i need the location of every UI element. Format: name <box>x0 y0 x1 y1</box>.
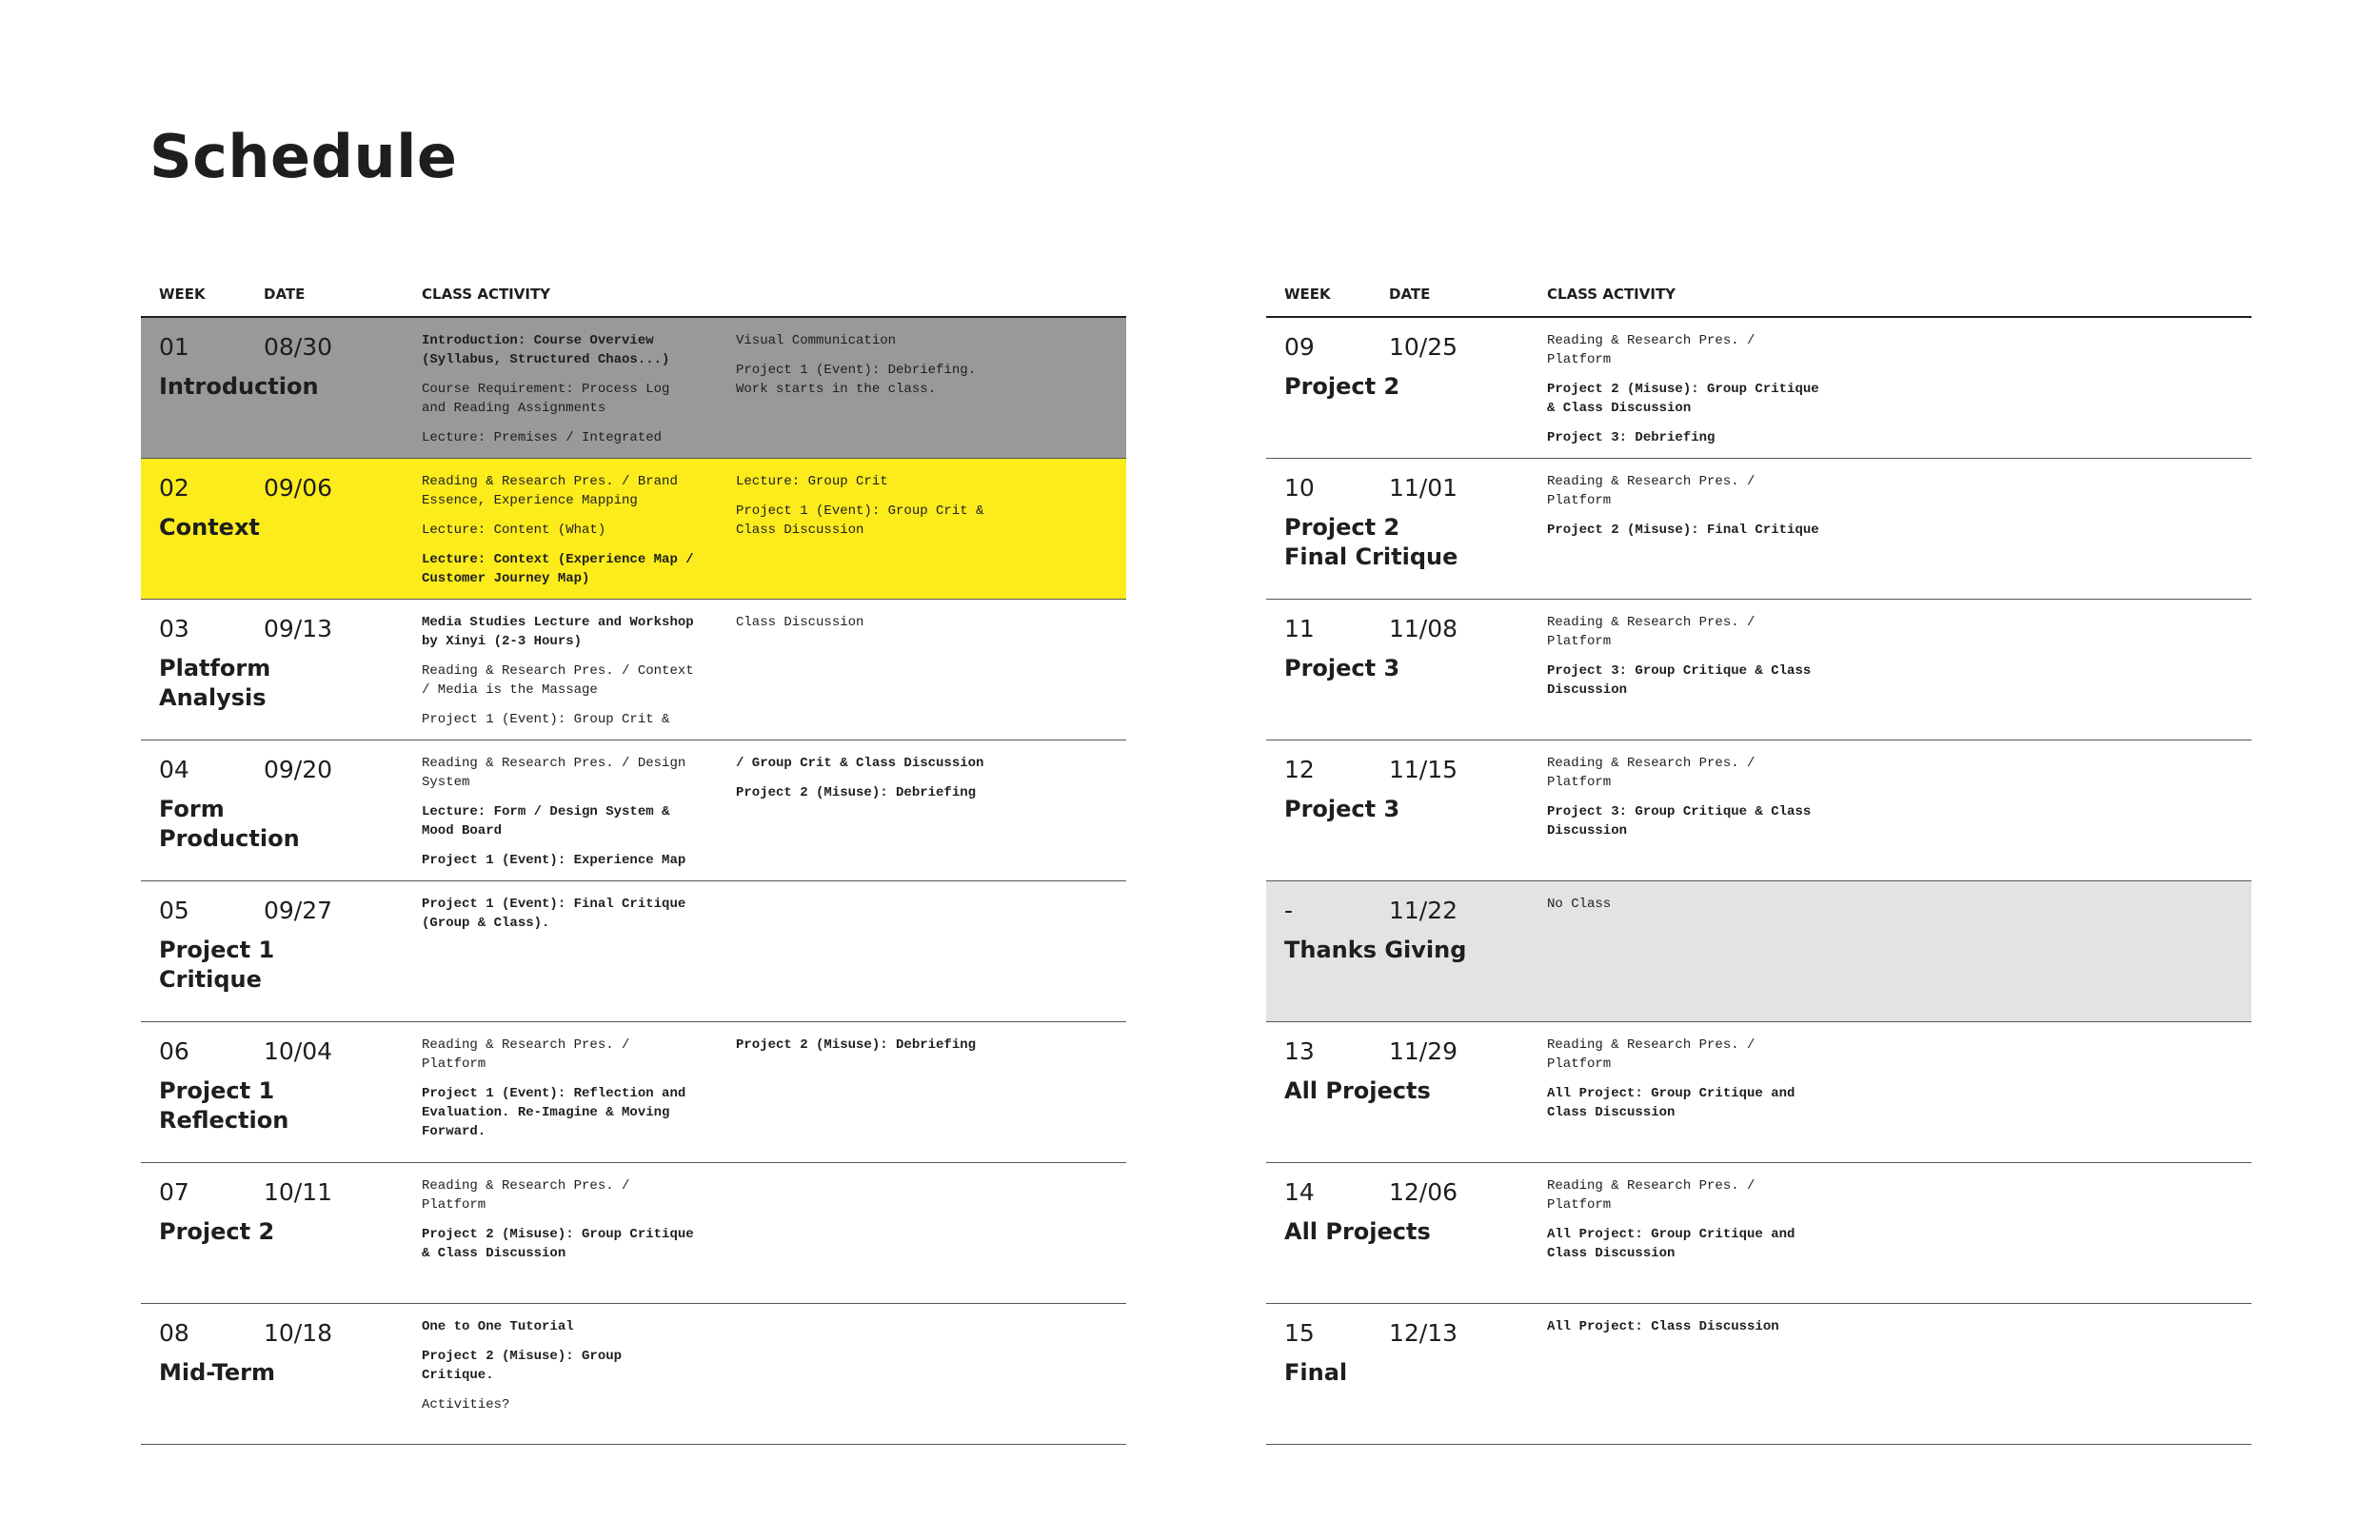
session-date: 10/04 <box>264 1037 333 1065</box>
activity-item: Reading & Research Pres. / Platform <box>1547 756 1755 790</box>
week-number: 01 <box>159 333 189 361</box>
activity-column-1 <box>1547 331 1837 453</box>
activity-item: Media Studies Lecture and Workshop by Xinyi (2-3 Hours) <box>422 615 694 649</box>
activity-item: / Group Crit & Class Discussion <box>736 756 984 771</box>
activity-item: Project 1 (Event): Group Crit & Class Discussion <box>736 503 984 538</box>
week-number: 14 <box>1284 1178 1315 1206</box>
table-row <box>1266 1304 2251 1445</box>
session-date: 11/29 <box>1389 1037 1458 1065</box>
session-topic: Project 3 <box>1284 655 1400 681</box>
week-number: 10 <box>1284 474 1315 502</box>
session-date: 08/30 <box>264 333 333 361</box>
table-header <box>141 276 1126 318</box>
activity-column-1 <box>1547 613 1837 710</box>
table-row <box>1266 740 2251 881</box>
activity-item: No Class <box>1547 897 1612 912</box>
activity-column-1 <box>422 754 712 876</box>
activity-item: Reading & Research Pres. / Design System <box>422 756 686 790</box>
activity-item: Project 3: Group Critique & Class Discussion <box>1547 663 1812 698</box>
activity-item: Project 2 (Misuse): Debriefing <box>736 785 977 800</box>
activity-item: Reading & Research Pres. / Context / Media is the Massage <box>422 663 694 698</box>
table-row <box>141 318 1126 459</box>
session-topic: Project 1 Reflection <box>159 1077 289 1134</box>
activity-item: Reading & Research Pres. / Platform <box>422 1037 630 1072</box>
table-row <box>1266 1163 2251 1304</box>
activity-item: Project 2 (Misuse): Group Critique. <box>422 1349 623 1383</box>
week-number: 11 <box>1284 615 1315 642</box>
activity-item: Project 1 (Event): Experience Map <box>422 853 686 868</box>
session-topic: All Projects <box>1284 1218 1431 1245</box>
session-date: 09/27 <box>264 897 333 924</box>
activity-column-1 <box>422 895 712 943</box>
activity-column-1 <box>1547 1036 1837 1133</box>
class-activity-column-header: CLASS ACTIVITY <box>422 286 551 303</box>
session-date: 10/11 <box>264 1178 333 1206</box>
table-row <box>141 1304 1126 1445</box>
activity-item: One to One Tutorial <box>422 1319 574 1334</box>
table-row <box>1266 1022 2251 1163</box>
table-row <box>141 1163 1126 1304</box>
activity-column-1 <box>422 613 712 735</box>
week-number: 05 <box>159 897 189 924</box>
activity-item: Lecture: Context (Experience Map / Customer Journey Map) <box>422 552 694 586</box>
week-number: - <box>1284 897 1294 924</box>
session-date: 09/20 <box>264 756 333 783</box>
table-row <box>141 740 1126 881</box>
table-row <box>141 459 1126 600</box>
activity-column-2 <box>736 472 1021 550</box>
week-number: 06 <box>159 1037 189 1065</box>
session-topic: Mid-Term <box>159 1359 276 1386</box>
activity-item: Course Requirement: Process Log and Reading Assignments <box>422 382 670 416</box>
activity-item: All Project: Group Critique and Class Discussion <box>1547 1227 1795 1261</box>
activity-item: All Project: Class Discussion <box>1547 1319 1779 1334</box>
session-topic: Final <box>1284 1359 1348 1386</box>
activity-column-1 <box>1547 754 1837 851</box>
activity-item: Reading & Research Pres. / Platform <box>1547 1037 1755 1072</box>
activity-column-2 <box>736 331 1021 409</box>
session-date: 10/18 <box>264 1319 333 1347</box>
activity-item: Activities? <box>422 1397 510 1412</box>
activity-item: Project 3: Group Critique & Class Discussion <box>1547 804 1812 839</box>
session-topic: Project 1 Critique <box>159 937 275 993</box>
week-number: 07 <box>159 1178 189 1206</box>
session-date: 09/13 <box>264 615 333 642</box>
activity-item: Reading & Research Pres. / Platform <box>1547 333 1755 367</box>
activity-item: Project 2 (Misuse): Group Critique & Class Discussion <box>1547 382 1819 416</box>
activity-item: Project 2 (Misuse): Group Critique & Class Discussion <box>422 1227 694 1261</box>
table-row <box>1266 318 2251 459</box>
activity-column-1 <box>422 331 712 453</box>
activity-column-1 <box>422 1036 712 1152</box>
date-column-header: DATE <box>264 286 306 303</box>
table-row <box>1266 459 2251 600</box>
table-row <box>141 881 1126 1022</box>
schedule-table-left <box>141 276 1126 1445</box>
session-date: 11/22 <box>1389 897 1458 924</box>
table-row <box>1266 600 2251 740</box>
session-topic: Context <box>159 514 260 541</box>
activity-column-1 <box>1547 1176 1837 1273</box>
session-topic: Form Production <box>159 796 300 852</box>
session-date: 12/06 <box>1389 1178 1458 1206</box>
activity-item: Lecture: Group Crit <box>736 474 888 489</box>
week-number: 04 <box>159 756 189 783</box>
activity-item: Project 1 (Event): Group Crit & <box>422 712 670 727</box>
week-number: 15 <box>1284 1319 1315 1347</box>
activity-item: Project 3: Debriefing <box>1547 430 1716 445</box>
activity-item: Lecture: Form / Design System & Mood Board <box>422 804 670 839</box>
week-number: 02 <box>159 474 189 502</box>
week-number: 08 <box>159 1319 189 1347</box>
week-column-header: WEEK <box>159 286 206 303</box>
session-date: 11/15 <box>1389 756 1458 783</box>
activity-column-2 <box>736 1036 1021 1065</box>
session-topic: Project 2 Final Critique <box>1284 514 1458 570</box>
session-date: 09/06 <box>264 474 333 502</box>
activity-column-1 <box>422 1176 712 1273</box>
activity-item: All Project: Group Critique and Class Discussion <box>1547 1086 1795 1120</box>
activity-item: Project 1 (Event): Debriefing. Work starts in the class. <box>736 363 977 397</box>
session-topic: Project 2 <box>1284 373 1400 400</box>
session-topic: Introduction <box>159 373 319 400</box>
activity-item: Reading & Research Pres. / Platform <box>1547 474 1755 508</box>
activity-column-1 <box>1547 472 1837 550</box>
table-row <box>1266 881 2251 1022</box>
session-topic: Thanks Giving <box>1284 937 1467 963</box>
activity-item: Visual Communication <box>736 333 897 348</box>
activity-column-1 <box>1547 895 1837 924</box>
activity-column-2 <box>736 754 1021 813</box>
class-activity-column-header: CLASS ACTIVITY <box>1547 286 1676 303</box>
session-topic: Project 2 <box>159 1218 275 1245</box>
activity-item: Project 1 (Event): Final Critique (Group & Class). <box>422 897 686 931</box>
table-header <box>1266 276 2251 318</box>
session-date: 11/01 <box>1389 474 1458 502</box>
activity-item: Reading & Research Pres. / Brand Essence, Experience Mapping <box>422 474 678 508</box>
page-title: Schedule <box>149 122 458 191</box>
activity-column-1 <box>422 472 712 594</box>
activity-column-2 <box>736 613 1021 642</box>
session-date: 11/08 <box>1389 615 1458 642</box>
activity-column-1 <box>422 1317 712 1425</box>
week-column-header: WEEK <box>1284 286 1331 303</box>
session-date: 12/13 <box>1389 1319 1458 1347</box>
week-number: 13 <box>1284 1037 1315 1065</box>
session-date: 10/25 <box>1389 333 1458 361</box>
date-column-header: DATE <box>1389 286 1431 303</box>
schedule-table-right <box>1266 276 2251 1445</box>
activity-item: Reading & Research Pres. / Platform <box>1547 615 1755 649</box>
activity-item: Reading & Research Pres. / Platform <box>1547 1178 1755 1213</box>
week-number: 12 <box>1284 756 1315 783</box>
activity-item: Lecture: Content (What) <box>422 523 606 538</box>
activity-item: Project 1 (Event): Reflection and Evaluation. Re-Imagine & Moving Forward. <box>422 1086 686 1139</box>
table-row <box>141 1022 1126 1163</box>
session-topic: Platform Analysis <box>159 655 271 711</box>
activity-column-1 <box>1547 1317 1837 1347</box>
activity-item: Project 2 (Misuse): Final Critique <box>1547 523 1819 538</box>
week-number: 03 <box>159 615 189 642</box>
session-topic: All Projects <box>1284 1077 1431 1104</box>
table-row <box>141 600 1126 740</box>
activity-item: Project 2 (Misuse): Debriefing <box>736 1037 977 1053</box>
activity-item: Lecture: Premises / Integrated <box>422 430 663 445</box>
activity-item: Reading & Research Pres. / Platform <box>422 1178 630 1213</box>
week-number: 09 <box>1284 333 1315 361</box>
session-topic: Project 3 <box>1284 796 1400 822</box>
activity-item: Class Discussion <box>736 615 864 630</box>
activity-item: Introduction: Course Overview (Syllabus, Structured Chaos...) <box>422 333 670 367</box>
